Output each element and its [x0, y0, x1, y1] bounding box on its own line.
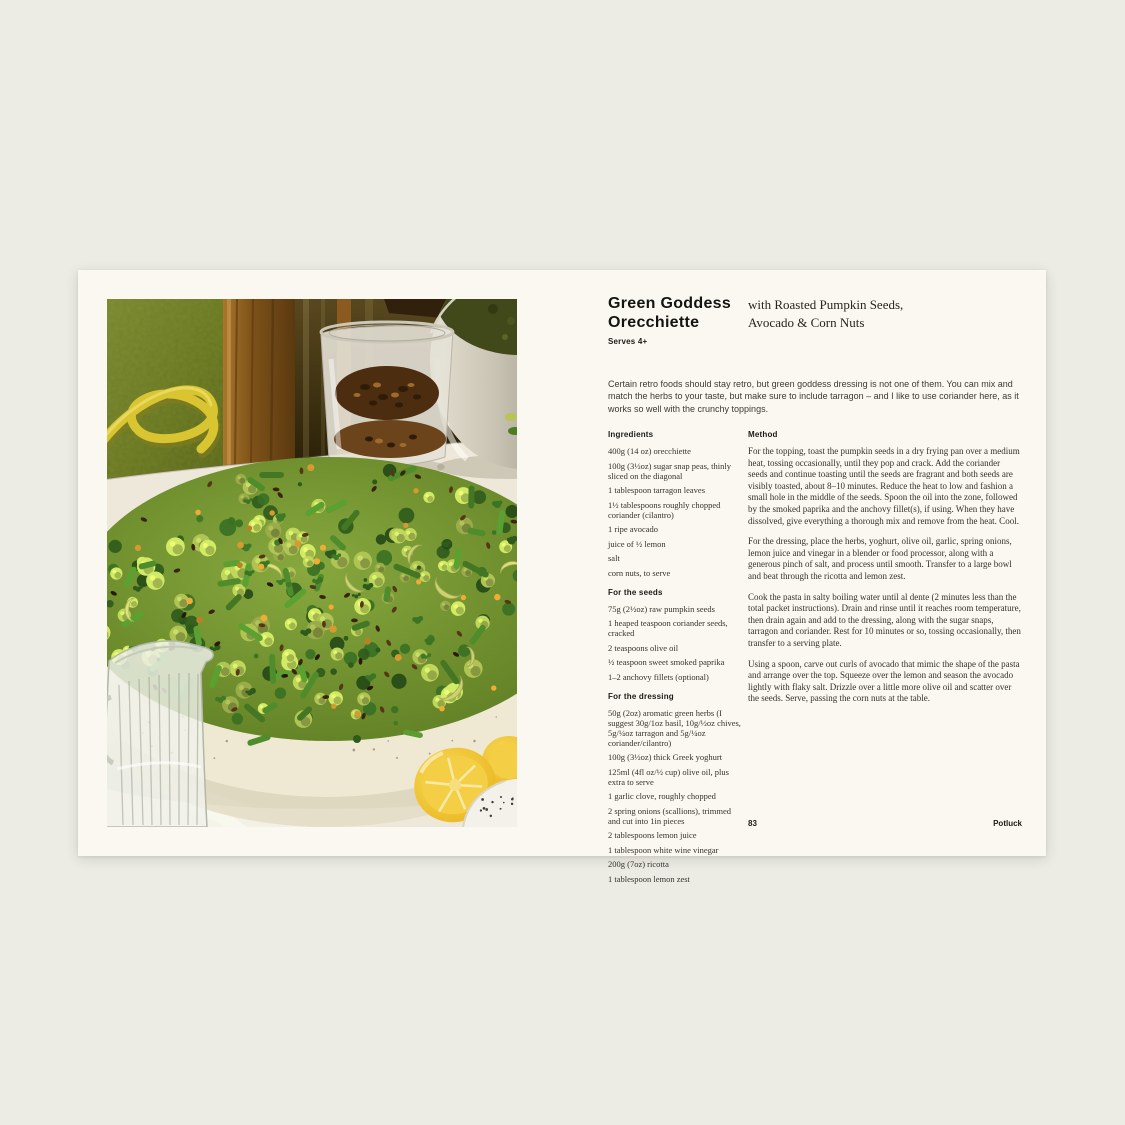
- dressing-ingredient-item: 2 tablespoons lemon juice: [608, 830, 697, 840]
- ingredients-heading: Ingredients: [608, 430, 654, 439]
- recipe-title-line2: Orecchiette: [608, 314, 700, 331]
- ingredient-item: 1 ripe avocado: [608, 524, 659, 534]
- seeds-ingredient-item: ½ teaspoon sweet smoked paprika: [608, 657, 725, 667]
- seeds-list: [608, 604, 742, 682]
- method-heading: Method: [748, 430, 778, 439]
- seeds-ingredient-item: 1 heaped teaspoon coriander seeds, cracked: [608, 618, 728, 638]
- dressing-ingredient-item: 1 garlic clove, roughly chopped: [608, 791, 716, 801]
- method-paragraphs: [748, 446, 1021, 705]
- recipe-subtitle: [748, 296, 903, 331]
- method-paragraph: For the topping, toast the pumpkin seeds in a dry frying pan over a medium heat, tossing occasionally, until they pop and crack. Add the coriander seeds and continue toasting until the seeds are fragrant and both seeds are visibly toasted, about 8–10 minutes. Reduce the heat to low and fashion a small hole in the middle of the seeds. Spoon the oil into the zone, followed by the smoked paprika and the anchovy fillet(s), if using. When they have dissolved, give everything a thorough mix and remove from the heat. Cool.: [748, 446, 1020, 526]
- dressing-ingredient-item: 2 spring onions (scallions), trimmed and cut into 1in pieces: [608, 805, 732, 826]
- dressing-ingredient-item: 125ml (4fl oz/½ cup) olive oil, plus extra to serve: [608, 766, 729, 787]
- recipe-intro: Certain retro foods should stay retro, but green goddess dressing is not one of them. You can mix and match the herbs to your taste, but make sure to include tarragon – and I like to use coriander here, as it works so well with the crunchy toppings.: [608, 379, 1019, 414]
- seeds-ingredient-item: 75g (2½oz) raw pumpkin seeds: [608, 603, 715, 614]
- dressing-heading: For the dressing: [608, 691, 674, 701]
- method-paragraph: For the dressing, place the herbs, yoghurt, olive oil, garlic, spring onions, lemon juice and vinegar in a blender or food processor, along with a generous pinch of salt, and process until smooth. Transfer to a large bowl and beat through the ricotta and lemon zest.: [748, 536, 1012, 581]
- method-paragraph: Using a spoon, carve out curls of avocado that mimic the shape of the pasta and arrange over the top. Squeeze over the lemon and season the avocado lightly with flaky salt. Drizzle over a little more olive oil and scatter over the seeds. Serve, passing the corn nuts at the table.: [748, 658, 1020, 704]
- ingredient-item: 100g (3½oz) sugar snap peas, thinly sliced on the diagonal: [608, 460, 731, 481]
- dressing-ingredient-item: 200g (7oz) ricotta: [608, 859, 669, 869]
- ingredient-item: 1½ tablespoons roughly chopped coriander (cilantro): [608, 499, 721, 520]
- dressing-list: [608, 708, 742, 884]
- recipe-photo-illustration: [107, 299, 517, 827]
- seeds-ingredient-item: 2 teaspoons olive oil: [608, 642, 679, 653]
- recipe-subtitle-line1: with Roasted Pumpkin Seeds,: [748, 297, 904, 312]
- ingredient-item: 1 tablespoon tarragon leaves: [608, 485, 706, 495]
- page-number: 83: [748, 819, 757, 828]
- ingredients-list: [608, 446, 742, 578]
- recipe-subtitle-line2: Avocado & Corn Nuts: [748, 314, 865, 330]
- serves-note: Serves 4+: [608, 337, 648, 346]
- book-title-footer: Potluck: [993, 819, 1022, 828]
- method-paragraph: Cook the pasta in salty boiling water until al dente (2 minutes less than the total packet instructions). Drain and rinse until it reaches room temperature, then drain again and add to the dressing, along with the sugar snaps, tarragon and coriander. Rest for 10 minutes or so, tossing occasionally, then transfer to a serving plate.: [748, 591, 1021, 648]
- ingredient-item: 400g (14 oz) orecchiette: [608, 446, 691, 456]
- cookbook-page: [78, 270, 1046, 884]
- recipe-title-line1: Green Goddess: [608, 295, 732, 312]
- ingredient-item: salt: [608, 553, 620, 563]
- ingredient-item: corn nuts, to serve: [608, 567, 671, 578]
- recipe-title: [608, 294, 731, 332]
- dressing-ingredient-item: 100g (3½oz) thick Greek yoghurt: [608, 752, 723, 762]
- method-column: [748, 430, 1021, 714]
- seeds-ingredient-item: 1–2 anchovy fillets (optional): [608, 671, 709, 682]
- dressing-ingredient-item: 1 tablespoon lemon zest: [608, 873, 690, 884]
- ingredient-item: juice of ½ lemon: [608, 538, 666, 549]
- dressing-ingredient-item: 50g (2oz) aromatic green herbs (I suggest 30g/1oz basil, 10g/½oz chives, 5g/¼oz tarragon and 5g/¼oz coriander/cilantro): [608, 707, 741, 748]
- recipe-photo: [107, 299, 517, 827]
- glass-jug: [107, 641, 213, 827]
- seeds-heading: For the seeds: [608, 587, 663, 597]
- dressing-ingredient-item: 1 tablespoon white wine vinegar: [608, 844, 719, 855]
